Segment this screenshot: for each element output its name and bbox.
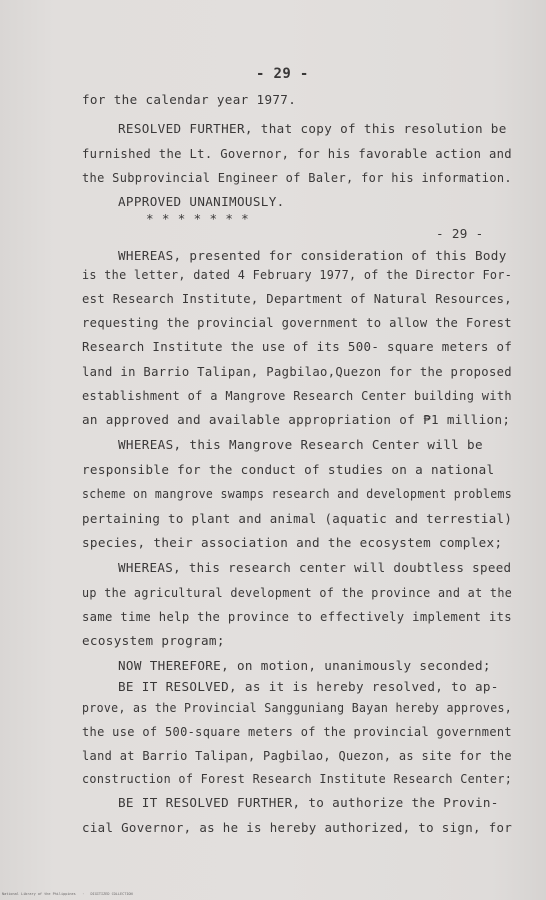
text-line: scheme on mangrove swamps research and development problems <box>82 486 513 501</box>
text-line: the use of 500-square meters of the provincial government <box>82 724 512 739</box>
text-line: Research Institute the use of its 500- square meters of <box>82 339 513 354</box>
text-line: WHEREAS, this Mangrove Research Center will be <box>118 437 483 452</box>
text-line: for the calendar year 1977. <box>82 92 297 107</box>
text-line: WHEREAS, presented for consideration of this Body <box>118 248 507 263</box>
page-number-header: - 29 - <box>256 66 309 82</box>
archive-stamp: National Library of the Philippines · DIGITIZED COLLECTION <box>2 892 133 896</box>
text-line: WHEREAS, this research center will doubtless speed <box>118 560 512 575</box>
text-line: an approved and available appropriation of ₱1 million; <box>82 412 511 427</box>
text-line: up the agricultural development of the province and at the <box>82 585 513 600</box>
text-line: land at Barrio Talipan, Pagbilao, Quezon, as site for the <box>82 748 512 763</box>
text-line: cial Governor, as he is hereby authorized, to sign, for <box>82 820 513 835</box>
text-line: species, their association and the ecosystem complex; <box>82 535 503 550</box>
text-line: RESOLVED FURTHER, that copy of this resolution be <box>118 121 507 136</box>
text-line: BE IT RESOLVED, as it is hereby resolved, to ap- <box>118 679 499 694</box>
text-line: establishment of a Mangrove Research Center building with <box>82 388 512 403</box>
text-line: pertaining to plant and animal (aquatic and terrestial) <box>82 511 513 526</box>
text-line: construction of Forest Research Institute Research Center; <box>82 771 513 786</box>
text-line: furnished the Lt. Governor, for his favorable action and <box>82 146 512 161</box>
text-line: prove, as the Provincial Sangguniang Bayan hereby approves, <box>82 700 513 715</box>
text-line: land in Barrio Talipan, Pagbilao,Quezon for the proposed <box>82 364 512 379</box>
section-number: - 29 - <box>436 226 484 241</box>
text-line: ecosystem program; <box>82 633 225 648</box>
text-line: the Subprovincial Engineer of Baler, for his information. <box>82 170 512 185</box>
text-line: BE IT RESOLVED FURTHER, to authorize the Provin- <box>118 795 499 810</box>
asterisk-separator: * * * * * * * <box>146 211 250 226</box>
text-line: same time help the province to effectively implement its <box>82 609 512 624</box>
text-line: responsible for the conduct of studies on a national <box>82 462 495 477</box>
text-line: APPROVED UNANIMOUSLY. <box>118 194 285 209</box>
text-line: requesting the provincial government to allow the Forest <box>82 315 512 330</box>
text-line: est Research Institute, Department of Natural Resources, <box>82 291 512 306</box>
text-line: NOW THEREFORE, on motion, unanimously seconded; <box>118 658 491 673</box>
text-line: is the letter, dated 4 February 1977, of the Director For- <box>82 267 513 282</box>
